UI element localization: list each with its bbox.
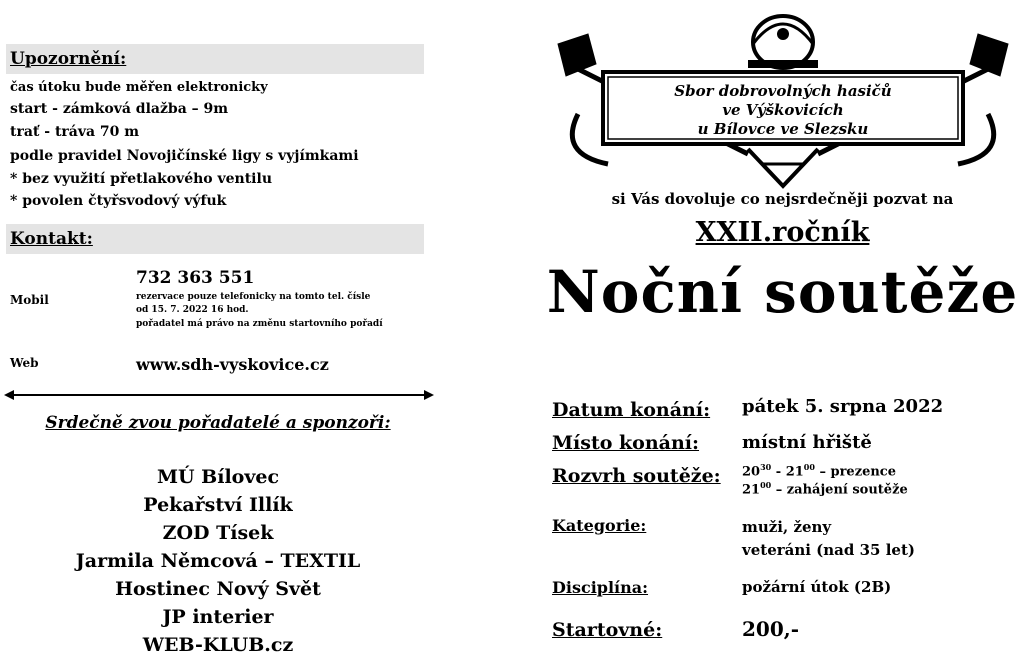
category-label: Kategorie: bbox=[552, 516, 647, 535]
sponsor-item: MÚ Bílovec bbox=[156, 466, 280, 488]
invite-text: si Vás dovoluje co nejsrdečněji pozvat na bbox=[611, 190, 954, 208]
schedule-line-1: $20^{30} - 21^{00}$ – prezence bbox=[742, 462, 896, 480]
web-label: Web bbox=[10, 356, 39, 370]
notice-line-5: * bez využití přetlakového ventilu bbox=[10, 171, 272, 187]
emblem-line-2: ve Výškovicích bbox=[722, 101, 844, 119]
sponsors-heading: Srdečně zvou pořadatelé a sponzoři: bbox=[45, 413, 391, 433]
notice-line-3: trať - tráva 70 m bbox=[10, 124, 140, 140]
emblem-line-1: Sbor dobrovolných hasičů bbox=[674, 82, 892, 100]
schedule-line-2: $21^{00}$ – zahájení soutěže bbox=[742, 480, 908, 498]
sponsor-item: JP interier bbox=[162, 606, 274, 628]
phone-note-2: od 15. 7. 2022 16 hod. bbox=[136, 305, 249, 315]
sponsor-item: Jarmila Němcová – TEXTIL bbox=[75, 550, 361, 572]
phone-number: 732 363 551 bbox=[136, 268, 255, 288]
mobile-label: Mobil bbox=[10, 293, 49, 307]
notice-line-4: podle pravidel Novojičínské ligy s vyjímkami bbox=[10, 148, 359, 164]
place-label: Místo konání: bbox=[552, 432, 700, 454]
category-value-1: muži, ženy bbox=[742, 518, 832, 536]
sponsor-item: WEB-KLUB.cz bbox=[142, 634, 294, 656]
fee-label: Startovné: bbox=[552, 619, 663, 641]
category-value-2: veteráni (nad 35 let) bbox=[742, 541, 915, 559]
fire-brigade-emblem bbox=[548, 4, 1018, 190]
place-value: místní hřiště bbox=[742, 432, 872, 453]
date-value: pátek 5. srpna 2022 bbox=[742, 396, 944, 417]
notice-line-2: start - zámková dlažba – 9m bbox=[10, 101, 229, 117]
notice-line-6: * povolen čtyřsvodový výfuk bbox=[10, 193, 227, 209]
schedule-label: Rozvrh soutěže: bbox=[552, 465, 721, 487]
year-edition: XXII.ročník bbox=[695, 217, 870, 248]
date-label: Datum konání: bbox=[552, 399, 711, 421]
sponsor-item: ZOD Tísek bbox=[162, 522, 274, 544]
fee-value: 200,- bbox=[742, 617, 800, 641]
phone-note-1: rezervace pouze telefonicky na tomto tel. čísle bbox=[136, 292, 371, 302]
notice-heading: Upozornění: bbox=[6, 44, 424, 74]
discipline-label: Disciplína: bbox=[552, 578, 649, 597]
notice-line-1: čas útoku bude měřen elektronicky bbox=[10, 80, 268, 95]
discipline-value: požární útok (2B) bbox=[742, 578, 892, 596]
phone-note-3: pořadatel má právo na změnu startovního pořadí bbox=[136, 319, 383, 329]
double-arrow-divider bbox=[4, 387, 434, 403]
contact-heading: Kontakt: bbox=[6, 224, 424, 254]
helmet-icon bbox=[748, 16, 818, 68]
ladder-ornament-icon bbox=[748, 149, 818, 186]
page-title: Noční soutěže bbox=[546, 258, 1019, 326]
sponsor-item: Hostinec Nový Svět bbox=[115, 578, 321, 600]
web-address: www.sdh-vyskovice.cz bbox=[136, 355, 329, 374]
emblem-line-3: u Bílovce ve Slezsku bbox=[697, 120, 869, 138]
sponsor-item: Pekařství Illík bbox=[143, 494, 293, 516]
